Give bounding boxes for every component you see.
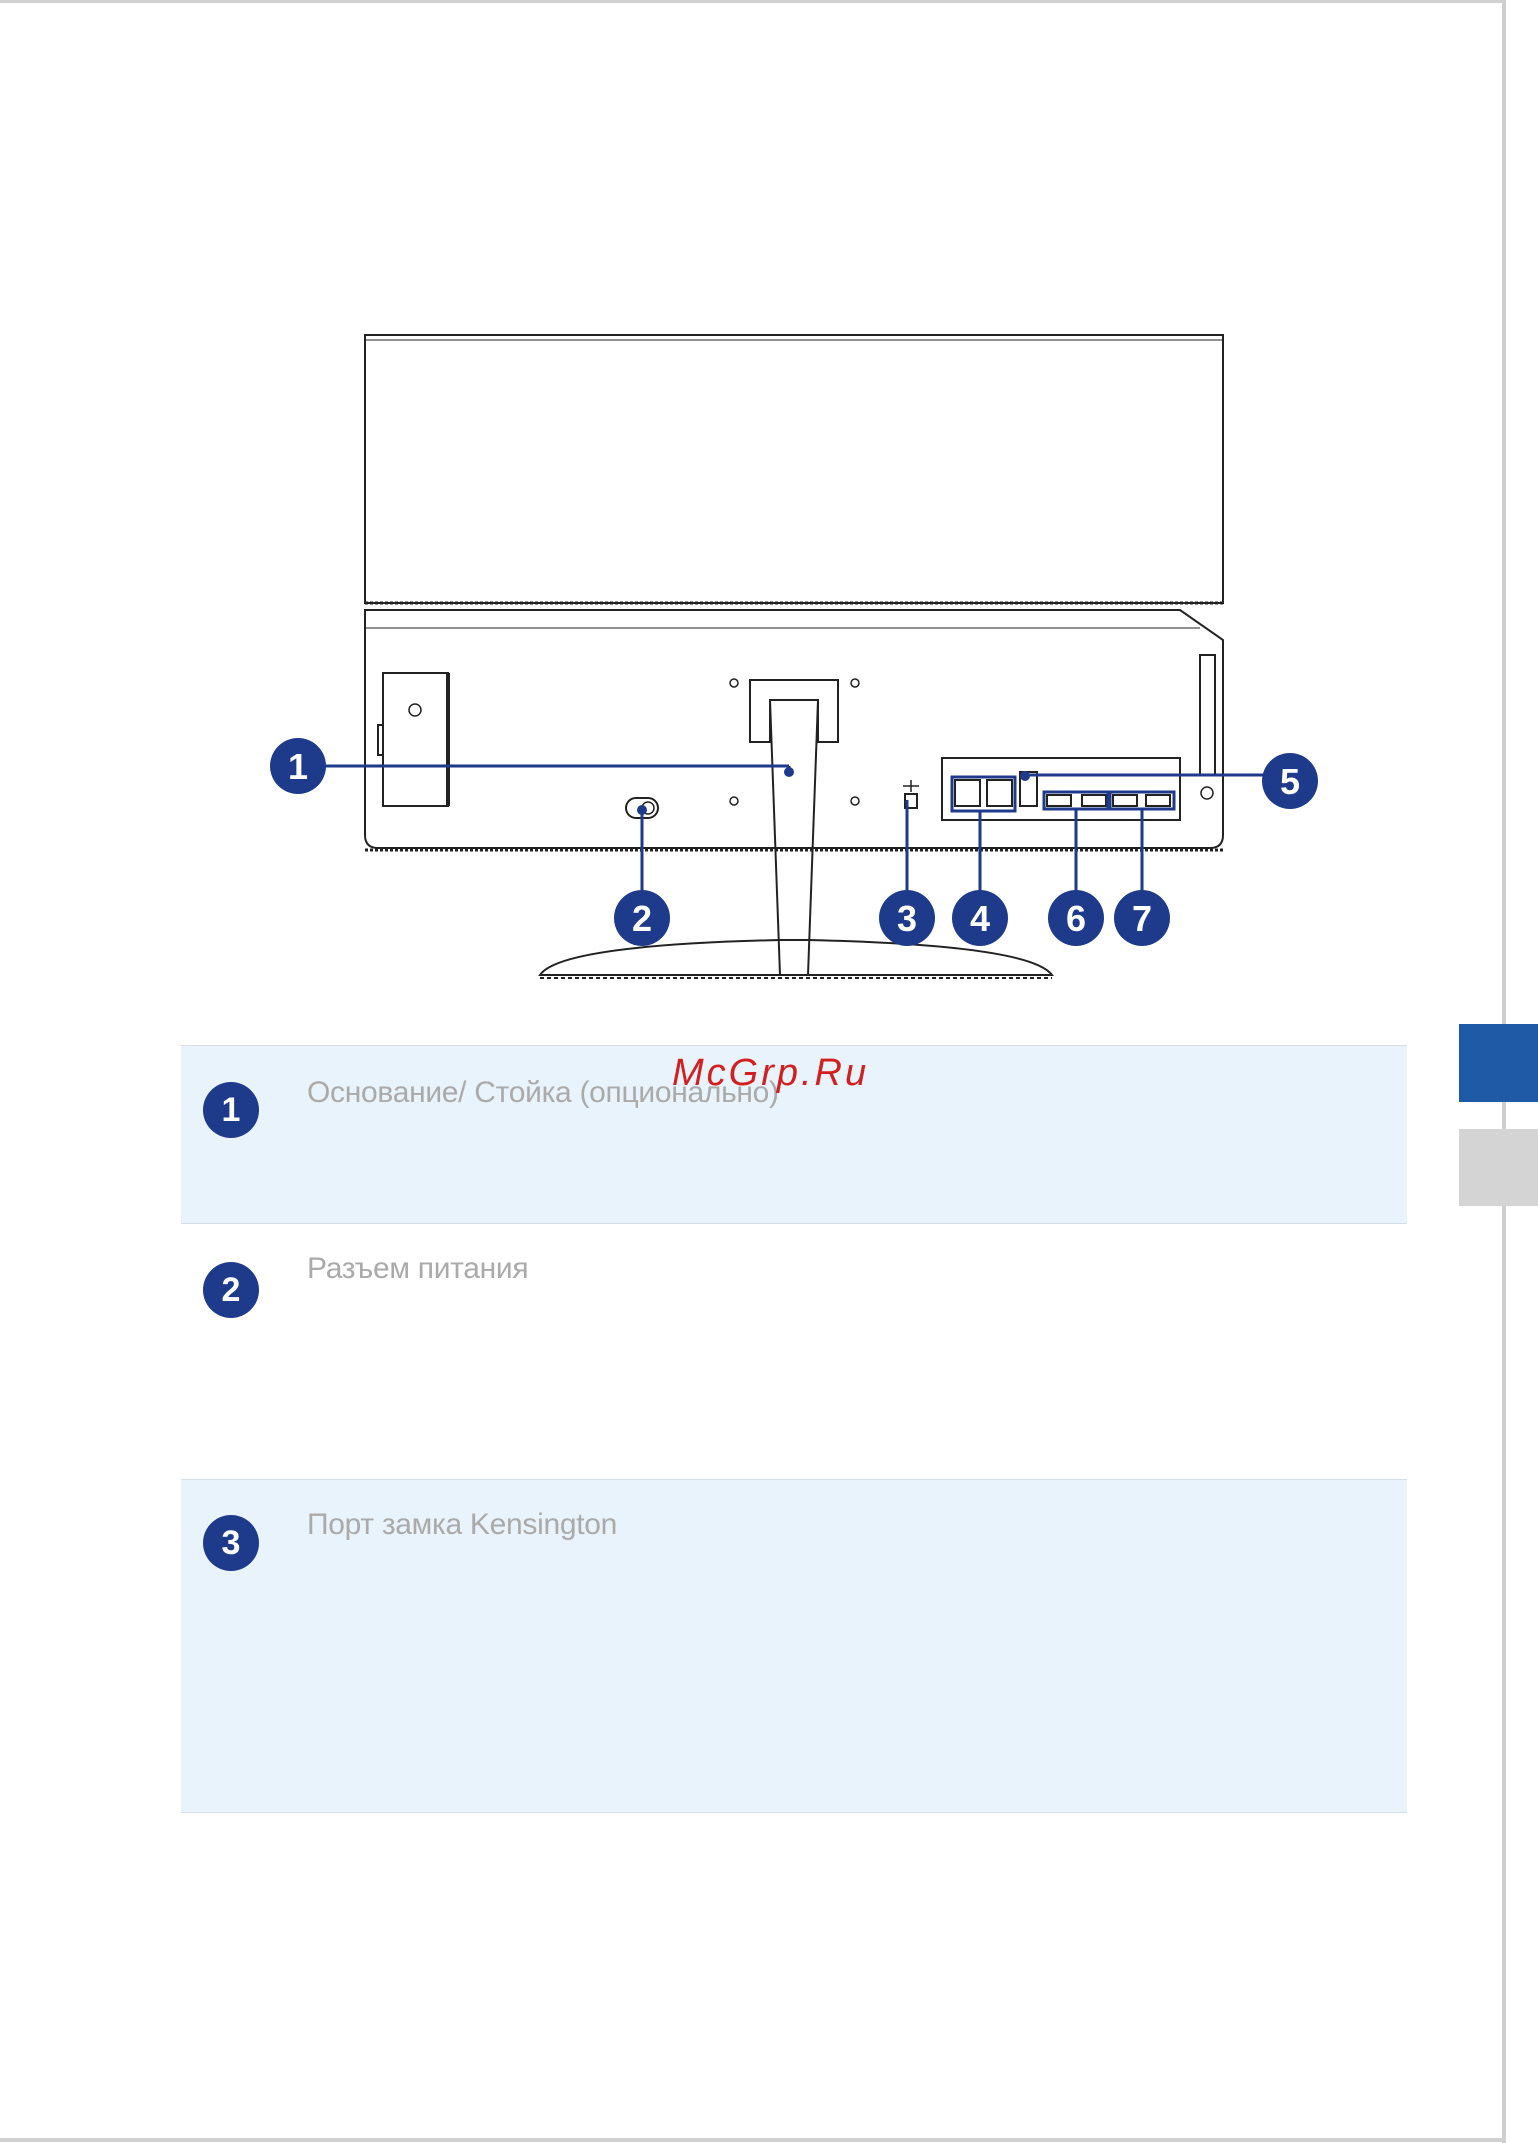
lan-port-2 bbox=[987, 780, 1012, 806]
left-module bbox=[383, 673, 448, 806]
item-row-3 bbox=[181, 1479, 1407, 1813]
callout-label-7: 7 bbox=[1131, 898, 1153, 939]
usb-port-4 bbox=[1146, 795, 1170, 806]
callout-badge-1 bbox=[270, 738, 326, 794]
callout-label-6: 6 bbox=[1065, 898, 1087, 939]
lan-port-1 bbox=[955, 780, 980, 806]
callout-badge-7 bbox=[1114, 890, 1170, 946]
item-title: Порт замка Kensington bbox=[307, 1508, 618, 1541]
usb-port-3 bbox=[1113, 795, 1137, 806]
side-tab-active bbox=[1459, 1024, 1538, 1102]
item-title: Основание/ Стойка (опционально) bbox=[307, 1076, 779, 1109]
callout-badge-4 bbox=[952, 890, 1008, 946]
watermark: McGrp.Ru bbox=[672, 1052, 870, 1094]
monitor-rear-diagram bbox=[0, 0, 1538, 1000]
callout-label-3: 3 bbox=[896, 898, 918, 939]
page-border-bottom bbox=[0, 2138, 1506, 2142]
item-title: Разъем питания bbox=[307, 1252, 529, 1285]
usb-port-2 bbox=[1082, 795, 1106, 806]
item-number-badge: 2 bbox=[203, 1262, 259, 1318]
callout-badge-3 bbox=[879, 890, 935, 946]
stand-bracket bbox=[750, 680, 838, 742]
callout-label-2: 2 bbox=[631, 898, 653, 939]
item-number-badge: 3 bbox=[203, 1515, 259, 1571]
item-row-2 bbox=[181, 1224, 1407, 1480]
side-tab-inactive bbox=[1459, 1129, 1538, 1206]
callout-badge-6 bbox=[1048, 890, 1104, 946]
callout-label-5: 5 bbox=[1279, 761, 1301, 802]
screen-panel bbox=[365, 335, 1223, 603]
callout-label-1: 1 bbox=[287, 746, 309, 787]
callout-badge-5 bbox=[1262, 753, 1318, 809]
callout-label-4: 4 bbox=[969, 898, 991, 939]
rear-housing bbox=[365, 610, 1223, 848]
item-number-badge: 1 bbox=[203, 1082, 259, 1138]
usb-port-1 bbox=[1047, 795, 1071, 806]
callout-badge-2 bbox=[614, 890, 670, 946]
